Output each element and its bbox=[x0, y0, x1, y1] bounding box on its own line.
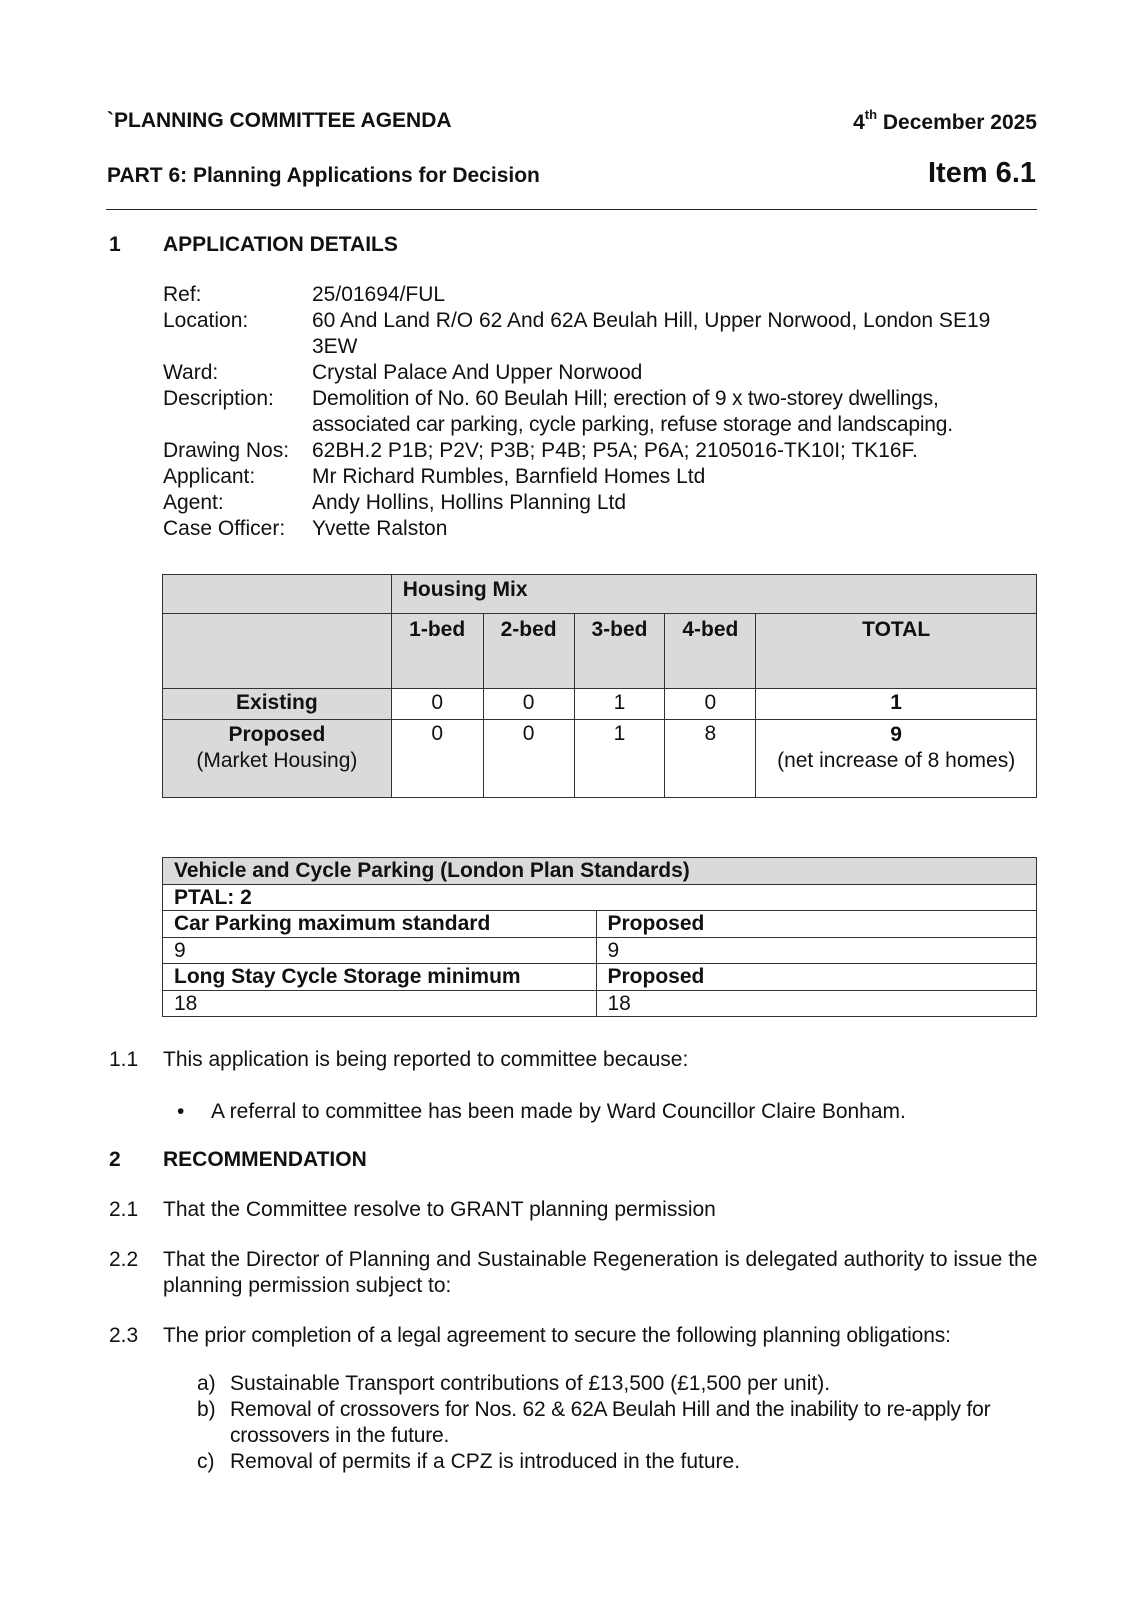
referral-bullet bbox=[177, 1099, 906, 1125]
para-2-3-number: 2.3 bbox=[109, 1324, 139, 1347]
detail-value: Crystal Palace And Upper Norwood bbox=[312, 361, 643, 384]
section-2-heading: RECOMMENDATION bbox=[163, 1148, 367, 1171]
bullet-marker: • bbox=[177, 1100, 185, 1123]
row-header-label: Proposed bbox=[228, 723, 326, 746]
table-cell: 1 bbox=[574, 720, 665, 798]
header-divider bbox=[106, 209, 1037, 210]
detail-label: Location: bbox=[163, 309, 249, 332]
section-1-heading: APPLICATION DETAILS bbox=[163, 233, 398, 256]
table-cell: 0 bbox=[391, 689, 483, 720]
detail-value: Mr Richard Rumbles, Barnfield Homes Ltd bbox=[312, 465, 706, 488]
detail-row-agent bbox=[163, 490, 1037, 516]
detail-value: 62BH.2 P1B; P2V; P3B; P4B; P5A; P6A; 2105016-TK10I; TK16F. bbox=[312, 439, 918, 462]
row-header-sublabel: (Market Housing) bbox=[196, 749, 358, 772]
obligation-text: Removal of crossovers for Nos. 62 & 62A Beulah Hill and the inability to re-apply for crossovers in the future. bbox=[230, 1398, 991, 1447]
date-suffix: th bbox=[864, 107, 878, 122]
table-cell: 8 bbox=[665, 720, 756, 798]
detail-value: Demolition of No. 60 Beulah Hill; erection of 9 x two-storey dwellings, associated car parking, cycle parking, refuse storage and landscaping. bbox=[312, 387, 953, 436]
column-header: TOTAL bbox=[756, 614, 1037, 689]
date-day: 4 bbox=[853, 111, 865, 134]
section-1-number: 1 bbox=[109, 233, 121, 256]
column-header: 3-bed bbox=[574, 614, 665, 689]
cycle-header-row bbox=[163, 964, 1037, 991]
para-2-1-text: That the Committee resolve to GRANT planning permission bbox=[163, 1198, 716, 1221]
bullet-text: A referral to committee has been made by Ward Councillor Claire Bonham. bbox=[211, 1100, 906, 1123]
table-cell: 0 bbox=[665, 689, 756, 720]
obligation-marker: b) bbox=[197, 1398, 216, 1421]
row-header: Existing bbox=[163, 689, 392, 720]
total-value: 9 bbox=[890, 723, 902, 746]
detail-label: Agent: bbox=[163, 491, 224, 514]
detail-row-description bbox=[163, 386, 1037, 438]
table-cell-total bbox=[756, 720, 1037, 798]
para-2-1-number: 2.1 bbox=[109, 1198, 139, 1221]
table-corner-cell bbox=[163, 614, 392, 689]
column-header: 1-bed bbox=[391, 614, 483, 689]
parking-title: Vehicle and Cycle Parking (London Plan Standards) bbox=[163, 858, 1037, 885]
part-title: PART 6: Planning Applications for Decision bbox=[107, 164, 540, 187]
car-proposed-label: Proposed bbox=[596, 911, 1037, 938]
detail-value: 60 And Land R/O 62 And 62A Beulah Hill, Upper Norwood, London SE19 3EW bbox=[312, 309, 991, 358]
meeting-date bbox=[853, 109, 1037, 135]
agenda-title: `PLANNING COMMITTEE AGENDA bbox=[107, 109, 452, 132]
car-standard-value: 9 bbox=[163, 937, 597, 964]
detail-label: Ward: bbox=[163, 361, 219, 384]
row-header bbox=[163, 720, 392, 798]
table-cell: 0 bbox=[483, 720, 574, 798]
cycle-value-row bbox=[163, 990, 1037, 1017]
detail-row-applicant bbox=[163, 464, 1037, 490]
car-header-row bbox=[163, 911, 1037, 938]
housing-mix-header-row bbox=[163, 614, 1037, 689]
table-cell: 0 bbox=[391, 720, 483, 798]
parking-table bbox=[162, 857, 1037, 1017]
table-cell: 1 bbox=[574, 689, 665, 720]
obligation-marker: a) bbox=[197, 1372, 216, 1395]
detail-value: Andy Hollins, Hollins Planning Ltd bbox=[312, 491, 627, 514]
housing-mix-table bbox=[162, 574, 1037, 798]
cycle-standard-value: 18 bbox=[163, 990, 597, 1017]
detail-row-ward bbox=[163, 360, 1037, 386]
table-cell: 0 bbox=[483, 689, 574, 720]
detail-label: Case Officer: bbox=[163, 517, 286, 540]
detail-value: 25/01694/FUL bbox=[312, 283, 446, 306]
column-header: 2-bed bbox=[483, 614, 574, 689]
detail-row-location bbox=[163, 308, 1037, 360]
application-details bbox=[163, 282, 1037, 542]
proposed-row bbox=[163, 720, 1037, 798]
parking-title-row bbox=[163, 858, 1037, 885]
table-cell-total: 1 bbox=[756, 689, 1037, 720]
para-2-2-number: 2.2 bbox=[109, 1248, 139, 1271]
date-month-year: December 2025 bbox=[877, 111, 1037, 134]
detail-label: Ref: bbox=[163, 283, 202, 306]
para-1-1-text: This application is being reported to committee because: bbox=[163, 1048, 689, 1071]
housing-mix-title: Housing Mix bbox=[391, 575, 1036, 614]
obligation-c bbox=[197, 1449, 1037, 1475]
ptal-value: PTAL: 2 bbox=[163, 884, 1037, 911]
ptal-row bbox=[163, 884, 1037, 911]
car-standard-label: Car Parking maximum standard bbox=[163, 911, 597, 938]
obligation-a bbox=[197, 1371, 1037, 1397]
column-header: 4-bed bbox=[665, 614, 756, 689]
detail-row-case-officer bbox=[163, 516, 1037, 542]
total-note: (net increase of 8 homes) bbox=[777, 749, 1016, 772]
detail-value: Yvette Ralston bbox=[312, 517, 448, 540]
para-2-2-text: That the Director of Planning and Sustainable Regeneration is delegated authority to issue the planning permission subject to: bbox=[163, 1248, 1038, 1297]
para-2-3-text: The prior completion of a legal agreement to secure the following planning obligations: bbox=[163, 1324, 951, 1347]
section-2-number: 2 bbox=[109, 1148, 121, 1171]
detail-row-ref bbox=[163, 282, 1037, 308]
detail-label: Drawing Nos: bbox=[163, 439, 290, 462]
car-proposed-value: 9 bbox=[596, 937, 1037, 964]
obligation-text: Sustainable Transport contributions of £13,500 (£1,500 per unit). bbox=[230, 1372, 831, 1395]
cycle-standard-label: Long Stay Cycle Storage minimum bbox=[163, 964, 597, 991]
existing-row bbox=[163, 689, 1037, 720]
cycle-proposed-label: Proposed bbox=[596, 964, 1037, 991]
para-1-1-number: 1.1 bbox=[109, 1048, 139, 1071]
detail-label: Applicant: bbox=[163, 465, 256, 488]
housing-mix-title-row bbox=[163, 575, 1037, 614]
detail-row-drawing-nos bbox=[163, 438, 1037, 464]
detail-label: Description: bbox=[163, 387, 274, 410]
obligation-b bbox=[197, 1397, 1037, 1449]
table-corner-cell bbox=[163, 575, 392, 614]
item-label: Item 6.1 bbox=[928, 157, 1036, 189]
obligation-marker: c) bbox=[197, 1450, 215, 1473]
cycle-proposed-value: 18 bbox=[596, 990, 1037, 1017]
obligation-text: Removal of permits if a CPZ is introduced in the future. bbox=[230, 1450, 741, 1473]
car-value-row bbox=[163, 937, 1037, 964]
